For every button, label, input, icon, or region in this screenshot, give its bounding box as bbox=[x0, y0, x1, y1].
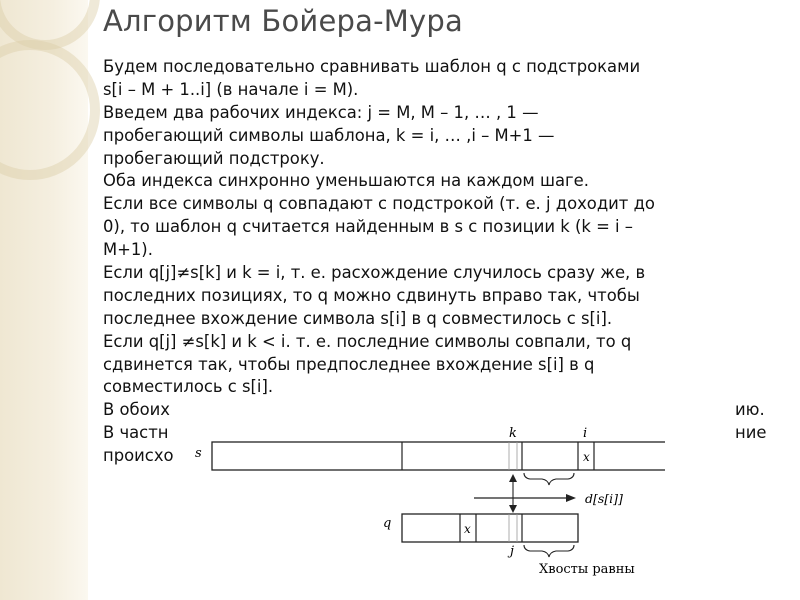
body-line: сдвинется так, чтобы предпоследнее вхождение s[i] в q bbox=[103, 354, 595, 374]
body-line: Если все символы q совпадают с подстрокой (т. е. j доходит до bbox=[103, 194, 655, 214]
body-line: последнее вхождение символа s[i] в q совместилось с s[i]. bbox=[103, 308, 613, 328]
shift-arrow-head bbox=[566, 494, 576, 502]
body-line: совместилось с s[i]. bbox=[103, 377, 274, 397]
label-k: k bbox=[509, 426, 517, 441]
body-line: Если q[j] ≠s[k] и k < i. т. е. последние символы совпали, то q bbox=[103, 331, 632, 351]
caption-tails-equal: Хвосты равны bbox=[539, 562, 635, 577]
label-q: q bbox=[383, 516, 392, 531]
body-line: происхо bbox=[103, 446, 174, 466]
body-line: s[i – M + 1..i] (в начале i = M). bbox=[103, 79, 359, 99]
body-line: Если q[j]≠s[k] и k = i, т. е. расхождение случилось сразу же, в bbox=[103, 263, 646, 283]
label-j: j bbox=[510, 544, 515, 559]
body-line: Введем два рабочих индекса: j = M, M – 1, … , 1 — bbox=[103, 102, 539, 122]
body-line-start: В частн bbox=[103, 423, 169, 443]
mark-x-s: x bbox=[583, 450, 590, 464]
brace-top bbox=[524, 473, 574, 485]
body-line: Будем последовательно сравнивать шаблон q с подстроками bbox=[103, 57, 641, 76]
body-line: M+1). bbox=[103, 240, 153, 260]
boyer-moore-diagram bbox=[185, 415, 665, 585]
pattern-q-bar bbox=[402, 514, 578, 542]
body-line-start: В обоих bbox=[103, 400, 170, 420]
body-line: последних позициях, то q можно сдвинуть вправо так, чтобы bbox=[103, 285, 640, 305]
slide-body bbox=[103, 56, 793, 468]
brace-bottom bbox=[524, 545, 574, 557]
body-line: 0), то шаблон q считается найденным в s с позиции k (k = i – bbox=[103, 217, 633, 237]
mark-x-q: x bbox=[464, 522, 471, 536]
body-line-end: ние bbox=[735, 423, 767, 443]
body-line: пробегающий символы шаблона, k = i, … ,i – M+1 — bbox=[103, 125, 555, 145]
arrow-head-down bbox=[509, 505, 517, 513]
string-s-bar bbox=[212, 442, 665, 470]
slide-title: Алгоритм Бойера-Мура bbox=[103, 4, 463, 38]
arrow-head-up bbox=[509, 474, 517, 482]
label-s: s bbox=[195, 446, 202, 461]
body-line: пробегающий подстроку. bbox=[103, 148, 325, 168]
body-line-end: ию. bbox=[735, 400, 765, 420]
label-shift: d[s[i]] bbox=[585, 491, 623, 506]
label-i: i bbox=[583, 426, 588, 441]
body-line: Оба индекса синхронно уменьшаются на каждом шаге. bbox=[103, 171, 589, 191]
